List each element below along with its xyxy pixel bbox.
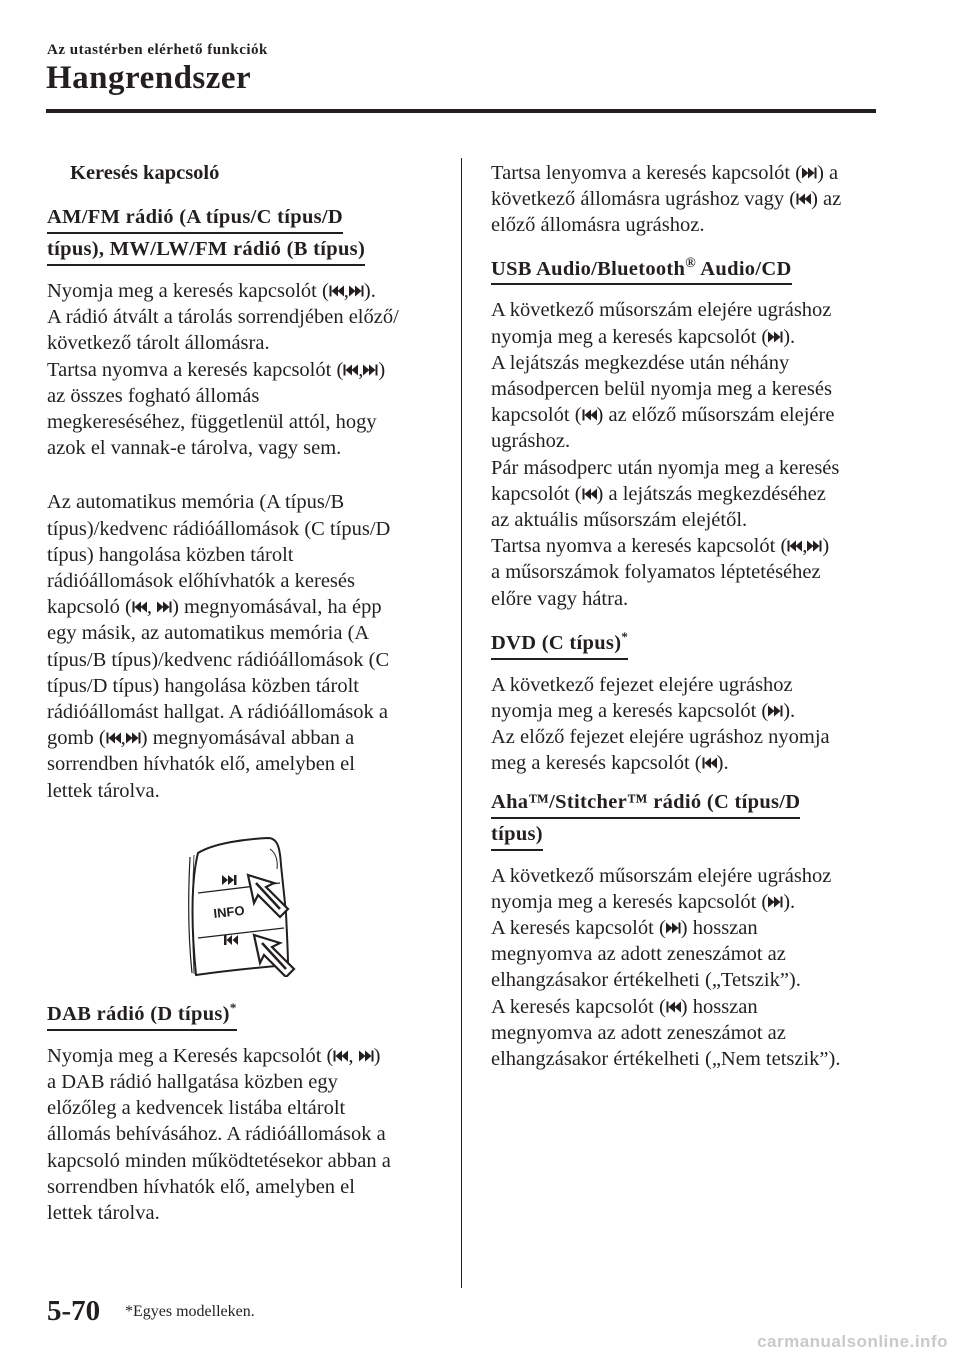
paragraph-line: Nyomja meg a Keresés kapcsolót ( , ) [47, 1044, 381, 1067]
text: meg a keresés kapcsolót ( [491, 752, 702, 775]
paragraph-line: a DAB rádió hallgatása közben egy [47, 1071, 338, 1094]
paragraph-line: Tartsa nyomva a keresés kapcsolót ( , ) [491, 535, 830, 558]
text: Audio/CD [696, 257, 792, 280]
paragraph-line [491, 481, 886, 507]
paragraph-line [491, 160, 886, 186]
text: USB Audio/Bluetooth [491, 257, 686, 280]
am-fm-paragraph-2 [47, 489, 442, 803]
text: ). [783, 699, 796, 722]
page-number: 5-70 [47, 1295, 101, 1327]
text: nyomja meg a keresés kapcsolót ( [491, 325, 769, 348]
text: ) [822, 535, 830, 558]
skip-next-icon [802, 166, 817, 180]
paragraph-line [491, 994, 886, 1020]
paragraph-line: típus/D típus) hangolása közben tárolt [47, 674, 359, 697]
section-title-line: AM/FM rádió (A típus/C típus/D [47, 204, 343, 234]
section-title-line: típus), MW/LW/FM rádió (B típus) [47, 236, 365, 266]
section-title-line: Aha™/Stitcher™ rádió (C típus/D [491, 789, 800, 819]
paragraph-line: Nyomja meg a keresés kapcsolót ( , ). [47, 280, 376, 302]
text: Nyomja meg a keresés kapcsolót ( [47, 280, 329, 302]
text: ). [363, 280, 376, 302]
skip-next-icon [768, 704, 783, 718]
footnote-marker: * [229, 1000, 237, 1015]
text: kapcsolót ( [491, 404, 582, 427]
text: ) megnyomásával, ha épp [172, 596, 382, 619]
paragraph-line: A rádió átvált a tárolás sorrendjében előző/ [47, 306, 399, 329]
paragraph-line: sorrendben hívhatók elő, amelyben el [47, 1175, 355, 1198]
paragraph-line: az aktuális műsorszám elejétől. [491, 509, 748, 532]
text: ) [373, 1044, 381, 1067]
paragraph-line: Pár másodperc után nyomja meg a keresés [491, 456, 840, 479]
paragraph-line: másodpercen belül nyomja meg a keresés [491, 378, 832, 401]
skip-next-icon [359, 1049, 374, 1063]
paragraph-line [491, 324, 886, 350]
skip-previous-icon [796, 192, 811, 206]
aha-stitcher-section-title [491, 789, 886, 851]
skip-previous-icon [343, 363, 358, 377]
paragraph-line: előre vagy hátra. [491, 587, 629, 610]
paragraph-line: gomb ( , ) megnyomásával abban a [47, 727, 355, 750]
paragraph-line: A következő fejezet elejére ugráshoz [491, 673, 793, 696]
section-subtitle: Az utastérben elérhető funkciók [47, 42, 268, 58]
skip-previous-icon [702, 756, 717, 770]
column-divider [461, 158, 462, 1288]
paragraph-line: sorrendben hívhatók elő, amelyben el [47, 753, 355, 776]
paragraph-line: megnyomva az adott zeneszámot az [491, 943, 786, 966]
text: ). [716, 752, 729, 775]
text: ) a lejátszás megkezdéséhez [596, 482, 826, 505]
skip-next-icon [768, 895, 783, 909]
text: ) az [811, 188, 842, 211]
text: DVD (C típus) [491, 631, 622, 654]
skip-previous-icon [582, 408, 597, 422]
paragraph-line: előzőleg a kedvencek listába eltárolt [47, 1097, 346, 1120]
text: nyomja meg a keresés kapcsolót ( [491, 699, 769, 722]
skip-previous-icon [666, 1000, 681, 1014]
text: következő állomásra ugráshoz vagy ( [491, 188, 797, 211]
text: ) a [817, 162, 839, 184]
info-button-label: INFO [212, 902, 246, 921]
paragraph-line: A következő műsorszám elejére ugráshoz [491, 299, 832, 322]
paragraph-line: megkereséséhez, függetlenül attól, hogy [47, 411, 377, 434]
footnote-marker: * [621, 628, 629, 644]
paragraph-line: rádióállomások előhívhatók a keresés [47, 570, 355, 593]
skip-next-icon [349, 284, 364, 298]
dvd-paragraph [491, 672, 886, 777]
text: ). [783, 325, 796, 348]
text: gomb ( [47, 727, 106, 750]
text: ). [783, 890, 796, 913]
paragraph-line: megnyomva az adott zeneszámot az [491, 1021, 786, 1044]
skip-previous-icon [333, 1049, 348, 1063]
usb-bt-section-title [491, 251, 792, 286]
header-rule [46, 109, 876, 113]
text: DAB rádió (D típus) [47, 1002, 230, 1025]
skip-next-icon [157, 600, 172, 614]
section-title-line: típus) [491, 821, 543, 851]
watermark: carmanualsonline.info [757, 1332, 948, 1351]
paragraph-line: következő tárolt állomásra. [47, 332, 270, 355]
paragraph-line [491, 402, 886, 428]
paragraph-line: állomás behívásához. A rádióállomások a [47, 1123, 386, 1146]
text: A keresés kapcsolót ( [491, 916, 666, 939]
text: A keresés kapcsolót ( [491, 995, 666, 1018]
paragraph-line: típus) hangolása közben tárolt [47, 543, 294, 566]
skip-previous-icon [582, 487, 597, 501]
text: ) megnyomásával abban a [140, 727, 355, 750]
paragraph-line: rádióállomást hallgat. A rádióállomások a [47, 701, 389, 724]
skip-next-icon [768, 330, 783, 344]
dab-section [47, 995, 442, 1226]
am-fm-section-title [47, 204, 442, 266]
page-title: Hangrendszer [46, 60, 252, 96]
text: Tartsa nyomva a keresés kapcsolót ( [491, 535, 788, 558]
paragraph-line [491, 698, 886, 724]
registered-mark: ® [685, 255, 697, 271]
skip-previous-icon [329, 284, 344, 298]
paragraph-line: elhangzásakor értékelheti („Nem tetszik”). [491, 1047, 841, 1070]
skip-next-icon [666, 921, 681, 935]
text: ) hosszan [680, 916, 758, 939]
text: nyomja meg a keresés kapcsolót ( [491, 890, 769, 913]
paragraph-line: kapcsoló ( , ) megnyomásával, ha épp [47, 596, 382, 619]
paragraph-line [491, 750, 886, 776]
paragraph-line: azok el vannak-e tárolva, vagy sem. [47, 437, 342, 460]
dvd-section-title [491, 624, 628, 660]
paragraph-line: Az előző fejezet elejére ugráshoz nyomja [491, 726, 830, 749]
text: Tartsa lenyomva a keresés kapcsolót ( [491, 162, 803, 184]
paragraph-line: Tartsa nyomva a keresés kapcsolót ( , ) [47, 358, 386, 381]
text: Tartsa nyomva a keresés kapcsolót ( [47, 358, 344, 381]
paragraph-line: lettek tárolva. [47, 1202, 160, 1225]
left-column [47, 160, 442, 804]
text: ) hosszan [680, 995, 758, 1018]
paragraph-line [491, 889, 886, 915]
skip-next-icon [126, 731, 141, 745]
skip-next-icon [363, 363, 378, 377]
text: ) az előző műsorszám elejére [596, 404, 835, 427]
skip-previous-icon [787, 539, 802, 553]
text: ) [378, 358, 386, 381]
paragraph-line: elhangzásakor értékelheti („Tetszik”). [491, 969, 801, 992]
skip-previous-icon [132, 600, 147, 614]
seek-switch-heading: Keresés kapcsoló [70, 162, 220, 184]
text: kapcsolót ( [491, 482, 582, 505]
paragraph-line: a műsorszámok folyamatos léptetéséhez [491, 561, 821, 584]
paragraph-line: Az automatikus memória (A típus/B [47, 491, 345, 514]
paragraph-line: lettek tárolva. [47, 779, 160, 802]
paragraph-line: az összes fogható állomás [47, 384, 260, 407]
seek-switch-illustration [184, 835, 302, 977]
paragraph-line: egy másik, az automatikus memória (A [47, 622, 370, 645]
paragraph-line: típus/B típus)/kedvenc rádióállomások (C [47, 648, 390, 671]
paragraph-line: előző állomásra ugráshoz. [491, 214, 705, 237]
dab-section-title [47, 995, 237, 1031]
paragraph-line: A lejátszás megkezdése után néhány [491, 351, 790, 374]
text: kapcsoló ( [47, 596, 132, 619]
footnote: *Egyes modelleken. [125, 1303, 255, 1320]
aha-stitcher-paragraph [491, 863, 886, 1073]
paragraph-line: ugráshoz. [491, 430, 571, 453]
paragraph-line: típus)/kedvenc rádióállomások (C típus/D [47, 517, 391, 540]
paragraph-line: A következő műsorszám elejére ugráshoz [491, 864, 832, 887]
paragraph-line [491, 186, 886, 212]
skip-previous-icon [106, 731, 121, 745]
paragraph-line [491, 915, 886, 941]
right-column [491, 160, 886, 1072]
usb-bt-paragraph [491, 297, 886, 611]
seek-hold-paragraph [491, 160, 886, 239]
paragraph-line: kapcsoló minden működtetésekor abban a [47, 1149, 391, 1172]
am-fm-paragraph-1 [47, 278, 442, 461]
text: Nyomja meg a Keresés kapcsolót ( [47, 1044, 334, 1067]
skip-next-icon [807, 539, 822, 553]
